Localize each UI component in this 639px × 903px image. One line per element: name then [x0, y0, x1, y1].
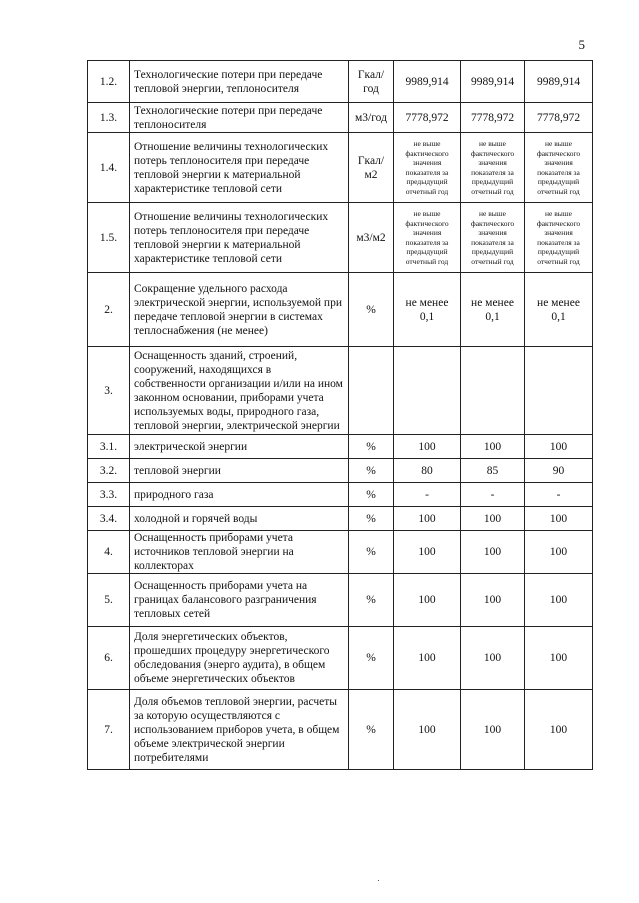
row-description: Оснащенность приборами учета источников тепловой энергии на коллекторах: [130, 531, 349, 574]
row-value-1: 80: [394, 459, 461, 483]
row-description: электрической энергии: [130, 435, 349, 459]
row-value-2: 100: [461, 627, 525, 690]
row-description: Отношение величины технологических потерь теплоносителя при передаче тепловой энергии к материальной характеристике тепловой сети: [130, 203, 349, 273]
table-row: [88, 347, 593, 435]
row-value-1: 100: [394, 690, 461, 770]
row-value-2: 100: [461, 435, 525, 459]
row-value-1: 100: [394, 574, 461, 627]
row-value-3: 100: [525, 531, 593, 574]
row-value-1: не выше фактического значения показателя за предыдущий отчетный год: [394, 133, 461, 203]
row-value-2: 100: [461, 531, 525, 574]
row-value-3: не выше фактического значения показателя за предыдущий отчетный год: [525, 133, 593, 203]
row-value-3: 9989,914: [525, 61, 593, 103]
scan-dot: [378, 880, 379, 881]
row-description: Доля объемов тепловой энергии, расчеты за которую осуществляются с использованием приборов учета, в общем объеме электрической энергии потребителями: [130, 690, 349, 770]
table-row: [88, 531, 593, 574]
row-number: 1.4.: [88, 133, 130, 203]
table-row: [88, 61, 593, 103]
row-unit: %: [349, 273, 394, 347]
row-value-3: 100: [525, 435, 593, 459]
indicators-table: [87, 60, 593, 770]
row-number: 1.5.: [88, 203, 130, 273]
table-row: [88, 690, 593, 770]
row-value-2: [461, 347, 525, 435]
table-row: [88, 483, 593, 507]
row-number: 3.3.: [88, 483, 130, 507]
row-description: Сокращение удельного расхода электрической энергии, используемой при передаче тепловой энергии в системах теплоснабжения (не менее): [130, 273, 349, 347]
table-row: [88, 203, 593, 273]
row-value-2: -: [461, 483, 525, 507]
row-value-3: 100: [525, 690, 593, 770]
table-row: [88, 627, 593, 690]
row-number: 5.: [88, 574, 130, 627]
row-value-2: 100: [461, 690, 525, 770]
row-value-2: не менее 0,1: [461, 273, 525, 347]
table-row: [88, 459, 593, 483]
page-number: 5: [578, 37, 585, 52]
row-value-1: не менее 0,1: [394, 273, 461, 347]
row-number: 3.2.: [88, 459, 130, 483]
table-row: [88, 103, 593, 133]
row-unit: [349, 347, 394, 435]
row-value-2: 100: [461, 507, 525, 531]
row-number: 1.3.: [88, 103, 130, 133]
row-description: Доля энергетических объектов, прошедших процедуру энергетического обследования (энерго аудита), в общем объеме энергетических объектов: [130, 627, 349, 690]
table-row: [88, 133, 593, 203]
row-value-3: -: [525, 483, 593, 507]
row-number: 3.4.: [88, 507, 130, 531]
row-value-3: 100: [525, 507, 593, 531]
row-unit: %: [349, 483, 394, 507]
row-value-1: 100: [394, 507, 461, 531]
row-description: Оснащенность приборами учета на границах балансового разграничения тепловых сетей: [130, 574, 349, 627]
row-value-1: 7778,972: [394, 103, 461, 133]
table-row: [88, 273, 593, 347]
row-description: Отношение величины технологических потерь теплоносителя при передаче тепловой энергии к материальной характеристике тепловой сети: [130, 133, 349, 203]
row-value-1: 100: [394, 435, 461, 459]
row-value-3: 7778,972: [525, 103, 593, 133]
row-value-1: 100: [394, 531, 461, 574]
row-unit: м3/год: [349, 103, 394, 133]
row-unit: Гкал/ год: [349, 61, 394, 103]
row-value-1: 9989,914: [394, 61, 461, 103]
row-value-3: не выше фактического значения показателя за предыдущий отчетный год: [525, 203, 593, 273]
row-value-2: 9989,914: [461, 61, 525, 103]
row-unit: %: [349, 574, 394, 627]
row-description: Технологические потери при передаче тепловой энергии, теплоносителя: [130, 61, 349, 103]
row-unit: %: [349, 435, 394, 459]
row-number: 6.: [88, 627, 130, 690]
row-unit: %: [349, 627, 394, 690]
row-value-3: 100: [525, 627, 593, 690]
row-value-1: 100: [394, 627, 461, 690]
row-unit: %: [349, 690, 394, 770]
row-number: 1.2.: [88, 61, 130, 103]
table-row: [88, 507, 593, 531]
row-value-2: не выше фактического значения показателя за предыдущий отчетный год: [461, 133, 525, 203]
row-value-1: [394, 347, 461, 435]
row-value-3: 100: [525, 574, 593, 627]
table-row: [88, 435, 593, 459]
row-unit: м3/м2: [349, 203, 394, 273]
row-value-3: [525, 347, 593, 435]
row-value-1: не выше фактического значения показателя за предыдущий отчетный год: [394, 203, 461, 273]
row-value-2: 100: [461, 574, 525, 627]
row-description: природного газа: [130, 483, 349, 507]
row-unit: Гкал/ м2: [349, 133, 394, 203]
row-unit: %: [349, 531, 394, 574]
table-row: [88, 574, 593, 627]
row-unit: %: [349, 507, 394, 531]
row-value-2: не выше фактического значения показателя за предыдущий отчетный год: [461, 203, 525, 273]
row-description: Оснащенность зданий, строений, сооружений, находящихся в собственности организации и/или на ином законном основании, приборами учета используемых воды, природного газа, тепловой энергии, электрической энергии: [130, 347, 349, 435]
row-value-2: 85: [461, 459, 525, 483]
row-number: 7.: [88, 690, 130, 770]
row-number: 3.1.: [88, 435, 130, 459]
row-value-2: 7778,972: [461, 103, 525, 133]
row-number: 4.: [88, 531, 130, 574]
row-value-1: -: [394, 483, 461, 507]
row-number: 3.: [88, 347, 130, 435]
row-unit: %: [349, 459, 394, 483]
row-number: 2.: [88, 273, 130, 347]
row-value-3: 90: [525, 459, 593, 483]
row-description: тепловой энергии: [130, 459, 349, 483]
row-value-3: не менее 0,1: [525, 273, 593, 347]
row-description: Технологические потери при передаче теплоносителя: [130, 103, 349, 133]
row-description: холодной и горячей воды: [130, 507, 349, 531]
